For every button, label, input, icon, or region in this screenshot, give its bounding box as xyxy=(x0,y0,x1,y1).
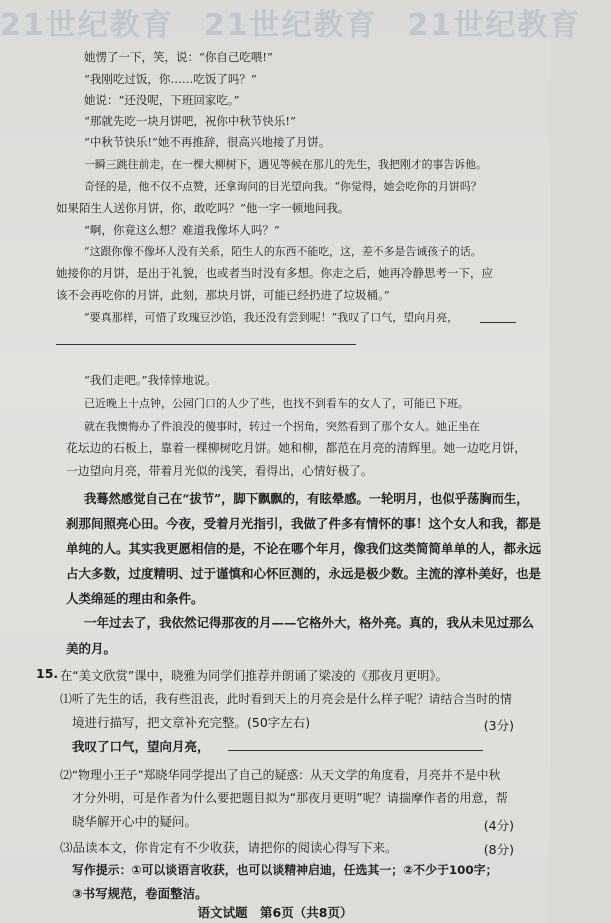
passage-line: 花坛边的石板上，靠着一棵柳树吃月饼。她和柳，都范在月亮的清辉里。她一边吃月饼， xyxy=(66,441,527,455)
passage-line: 该不会再吃你的月饼，此刻，那块月饼，可能已经扔进了垃圾桶。” xyxy=(56,288,390,302)
passage-line: 她接你的月饼，是出于礼貌，也或者当时没有多想。你走之后，她再冷静思考一下，应 xyxy=(56,266,493,280)
subquestion-2: 才分外明，可是作者为什么要把题目拟为“那夜月更明”呢？请揣摩作者的用意，帮 xyxy=(72,791,508,805)
passage-line: 她说：“还没呢，下班回家吃。” xyxy=(84,93,240,107)
writing-tips: 写作提示：①可以谈语言收获，也可以谈精神启迪，任选其一；②不少于100字； xyxy=(72,863,498,877)
passage-line: 我蓦然感觉自己在“拔节”，脚下飘飘的，有眩晕感。一轮明月，也似乎荡胸而生， xyxy=(84,491,529,506)
subquestion-1: 境进行描写，把文章补充完整。(50字左右) xyxy=(72,715,311,730)
page-footer: 语文试题 第6页（共8页） xyxy=(197,905,353,920)
passage-line: 一边望向月亮，带着月光似的浅笑，看得出，心情好极了。 xyxy=(66,464,373,478)
passage-line: “我们走吧。”我悻悻地说。 xyxy=(84,373,217,387)
passage-line: 如果陌生人送你月饼，你，敢吃吗？”他一字一顿地问我。 xyxy=(56,201,350,215)
subquestion-2: 晓华解开心中的疑问。 xyxy=(72,814,198,829)
passage-line: 美的月。 xyxy=(66,641,117,656)
answer-prefix: 我叹了口气，望向月亮， xyxy=(72,739,210,754)
passage-line: “那就先吃一块月饼吧，祝你中秋节快乐!” xyxy=(84,114,296,128)
passage-line: 一年过去了，我依然记得那夜的月——它格外大，格外亮。真的，我从未见过那么 xyxy=(84,615,535,630)
passage-line: 人类绵延的理由和条件。 xyxy=(66,591,204,606)
answer-line[interactable] xyxy=(228,750,483,751)
watermark: 21世纪教育 21世纪教育 21世纪教育 xyxy=(0,8,582,43)
passage-line: “这跟你像不像坏人没有关系，陌生人的东西不能吃，这，差不多是告诫孩子的话。 xyxy=(84,245,482,258)
passage-line: “中秋节快乐!”她不再推辞，很高兴地接了月饼。 xyxy=(84,135,331,149)
passage-line: 已近晚上十点钟，公园门口的人少了些，也找不到看车的女人了，可能已下班。 xyxy=(84,397,469,410)
answer-line xyxy=(56,344,356,345)
passage-line: 占大多数，过度精明、过于谨慎和心怀叵测的，永远是极少数。主流的淳朴美好，也是 xyxy=(66,566,542,581)
question-number: 15. xyxy=(36,666,59,681)
passage-line: 一瞬三跳往前走，在一棵大柳树下，遇见等候在那儿的先生，我把刚才的事告诉他。 xyxy=(84,158,487,171)
writing-tips: ③书写规范，卷面整洁。 xyxy=(72,886,208,901)
passage-line: “要真那样，可惜了玫瑰豆沙馅，我还没有尝到呢！”我叹了口气，望向月亮， xyxy=(84,311,459,324)
passage-line: 她愣了一下，笑，说：“你自己吃喂!” xyxy=(84,50,273,64)
passage-line: “啊，你竟这么想？难道我像坏人吗？” xyxy=(84,223,280,237)
score-3: (8分) xyxy=(483,842,514,857)
passage-line: 刹那间照亮心田。今夜，受着月光指引，我做了件多有情怀的事！这个女人和我，都是 xyxy=(66,516,542,531)
subquestion-1: ⑴听了先生的话，我有些沮丧，此时看到天上的月亮会是什么样子呢？请结合当时的情 xyxy=(60,692,512,706)
score-1: (3分) xyxy=(483,718,514,733)
score-2: (4分) xyxy=(483,818,514,833)
answer-line xyxy=(480,322,516,323)
subquestion-3: ⑶品读本文，你肯定有不少收获，请把你的阅读心得写下来。 xyxy=(60,840,398,855)
passage-line: 奇怪的是，他不仅不点赞，还拿询问的目光望向我。“你觉得，她会吃你的月饼吗？ xyxy=(84,180,482,193)
subquestion-2: ⑵“物理小王子”郑晓华同学提出了自己的疑惑：从天文学的角度看，月亮并不是中秋 xyxy=(60,768,501,782)
passage-line: “我刚吃过饭，你……吃饭了吗？” xyxy=(84,72,257,86)
passage-line: 就在我懊悔办了件浪没的傻事时，转过一个拐角，突然看到了那个女人。她正坐在 xyxy=(84,420,480,433)
question-intro: 在“美文欣赏”课中，晓雅为同学们推荐并朗诵了梁凌的《那夜月更明》。 xyxy=(60,669,448,683)
passage-line: 单纯的人。其实我更愿相信的是，不论在哪个年月，像我们这类简简单单的人，都永远 xyxy=(66,541,542,556)
